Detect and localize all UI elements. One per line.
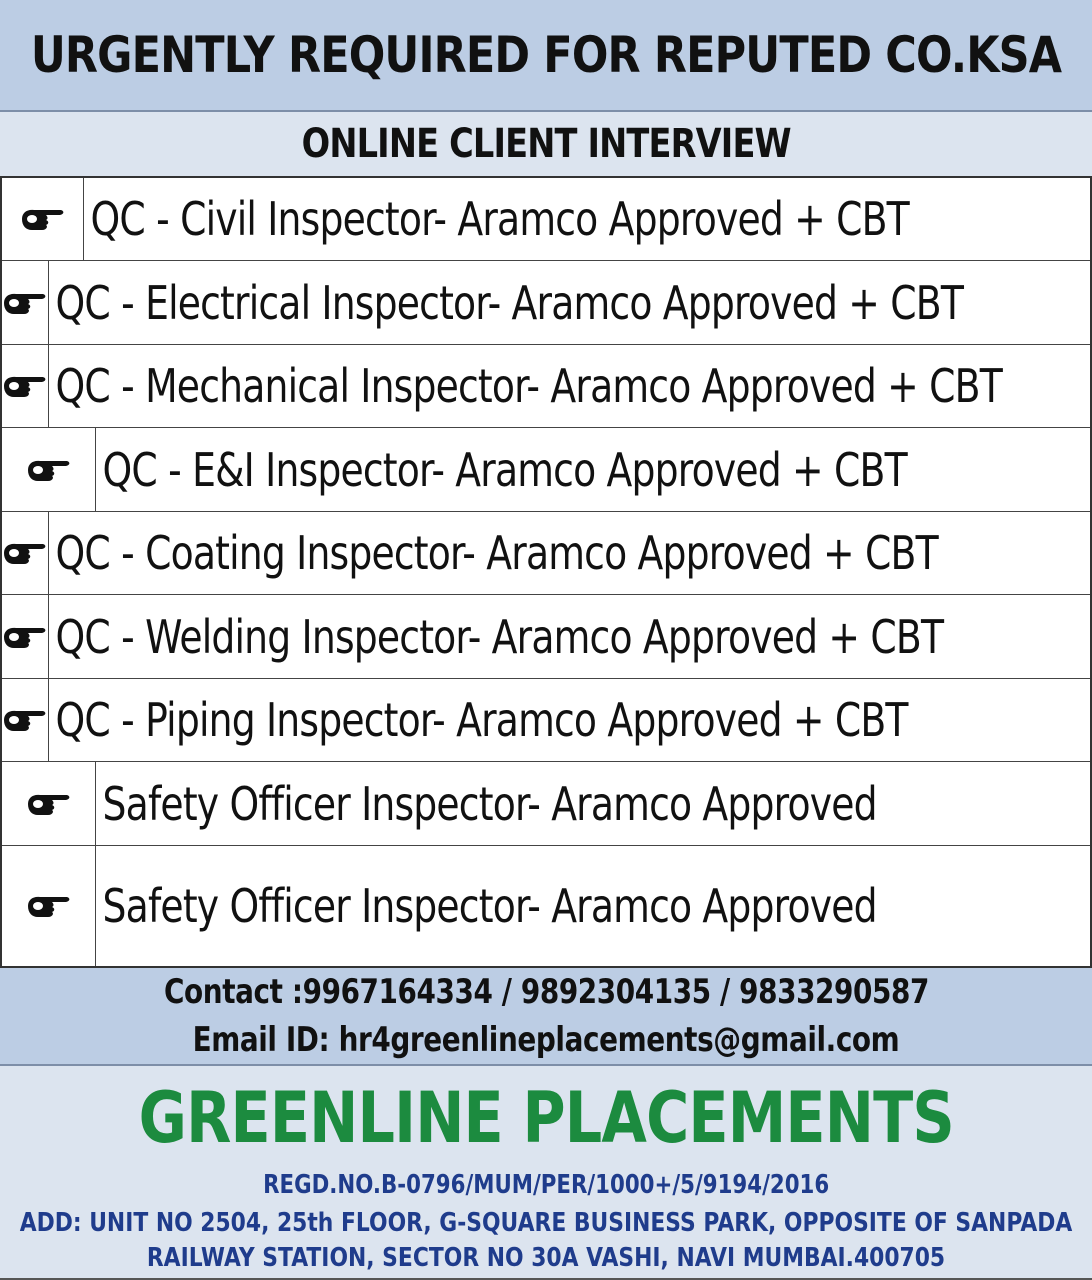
- bullet-cell: [2, 679, 49, 761]
- job-title: QC - Coating Inspector- Aramco Approved + CBT: [55, 526, 938, 580]
- contact-email: Email ID: hr4greenlineplacements@gmail.com: [192, 1020, 900, 1060]
- job-title: QC - Civil Inspector- Aramco Approved + CBT: [90, 192, 909, 246]
- company-name: GREENLINE PLACEMENTS: [138, 1077, 954, 1159]
- pointing-hand-icon: [2, 624, 48, 650]
- list-item: [2, 261, 1090, 345]
- list-item: [2, 846, 1090, 966]
- bullet-cell: [2, 512, 49, 594]
- subheader-banner: [0, 112, 1092, 178]
- list-item: [2, 428, 1090, 512]
- job-title: QC - Mechanical Inspector- Aramco Approved + CBT: [55, 359, 1002, 413]
- pointing-hand-icon: [26, 457, 72, 483]
- job-list: [0, 178, 1092, 966]
- pointing-hand-icon: [2, 290, 48, 316]
- pointing-hand-icon: [2, 707, 48, 733]
- list-item: [2, 178, 1090, 261]
- pointing-hand-icon: [26, 791, 72, 817]
- list-item: [2, 679, 1090, 762]
- footer-section: [0, 1066, 1092, 1280]
- pointing-hand-icon: [20, 206, 66, 232]
- bullet-cell: [2, 261, 49, 344]
- bullet-cell: [2, 178, 84, 260]
- header-banner: [0, 0, 1092, 112]
- contact-phones: Contact :9967164334 / 9892304135 / 9833290587: [163, 972, 929, 1012]
- job-title: QC - E&I Inspector- Aramco Approved + CBT: [102, 442, 907, 497]
- job-title: QC - Piping Inspector- Aramco Approved + CBT: [55, 693, 908, 747]
- list-item: [2, 345, 1090, 428]
- list-item: [2, 512, 1090, 595]
- pointing-hand-icon: [2, 540, 48, 566]
- registration-number: REGD.NO.B-0796/MUM/PER/1000+/5/9194/2016: [262, 1170, 830, 1200]
- bullet-cell: [2, 428, 96, 511]
- bullet-cell: [2, 595, 49, 678]
- bullet-cell: [2, 762, 96, 845]
- bullet-cell: [2, 345, 49, 427]
- bullet-cell: [2, 846, 96, 966]
- job-title: QC - Welding Inspector- Aramco Approved + CBT: [55, 609, 944, 664]
- pointing-hand-icon: [26, 893, 72, 919]
- job-title: QC - Electrical Inspector- Aramco Approved + CBT: [55, 275, 964, 330]
- job-title: Safety Officer Inspector- Aramco Approved: [102, 776, 877, 831]
- page-title: URGENTLY REQUIRED FOR REPUTED CO.KSA: [30, 26, 1062, 84]
- list-item: [2, 595, 1090, 679]
- pointing-hand-icon: [2, 373, 48, 399]
- company-address: ADD: UNIT NO 2504, 25th FLOOR, G-SQUARE BUSINESS PARK, OPPOSITE OF SANPADA RAILWAY STATION, SECTOR NO 30A VASHI, NAVI MUMBAI.400705: [19, 1208, 1073, 1273]
- page-subtitle: ONLINE CLIENT INTERVIEW: [301, 121, 791, 167]
- list-item: [2, 762, 1090, 846]
- contact-section: [0, 966, 1092, 1066]
- job-title: Safety Officer Inspector- Aramco Approved: [102, 879, 877, 933]
